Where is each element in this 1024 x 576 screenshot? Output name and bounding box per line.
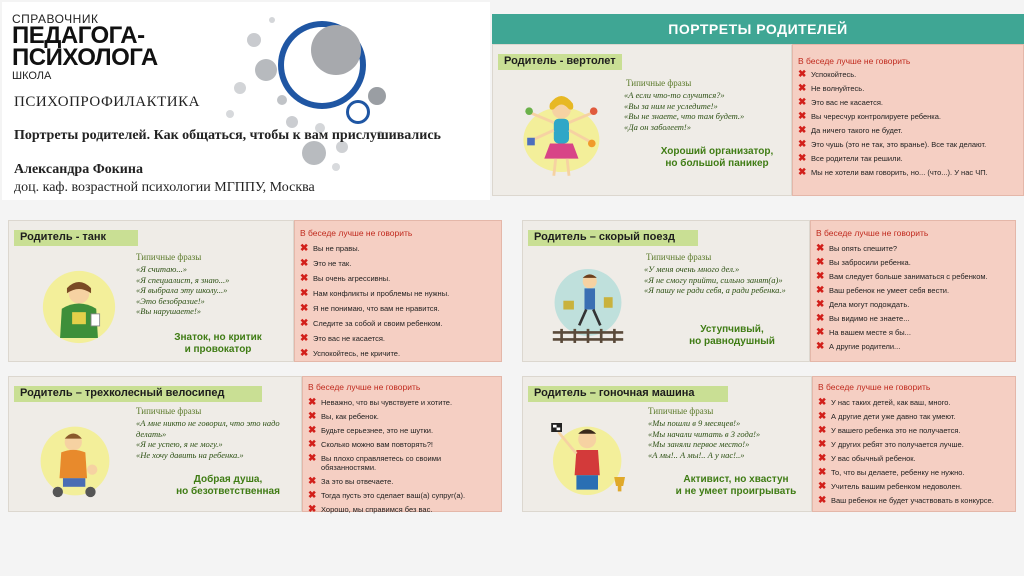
card-title: Родитель – гоночная машина <box>528 386 728 402</box>
phrase-item: «Я не успею, я не могу.» <box>136 439 223 449</box>
avoid-item: ✖ У нас таких детей, как ваш, много. <box>818 397 951 408</box>
card-summary <box>148 332 288 356</box>
summary-line-2: и провокатор <box>184 344 252 355</box>
avoid-item: ✖ У вашего ребенка это не получается. <box>818 425 961 436</box>
cross-icon: ✖ <box>816 313 825 324</box>
cross-icon: ✖ <box>300 243 309 254</box>
cross-icon: ✖ <box>818 425 827 436</box>
article-topic: Портреты родителей. Как общаться, чтобы к вам прислушивались <box>14 128 441 143</box>
author-name: Александра Фокина <box>14 162 143 177</box>
avoid-item: ✖ Нам конфликты и проблемы не нужны. <box>300 288 450 299</box>
avoid-list <box>818 398 1012 505</box>
cross-icon: ✖ <box>308 439 317 450</box>
avoid-item: ✖ У вас обычный ребенок. <box>818 453 916 464</box>
cross-icon: ✖ <box>818 397 827 408</box>
phrase-item: «Это безобразие!» <box>136 295 205 306</box>
avoid-item: ✖ Вы чересчур контролируете ребенка. <box>798 111 942 122</box>
avoid-item: ✖ Мы не хотели вам говорить, но... (что...). У нас ЧП. <box>798 167 988 178</box>
cross-icon: ✖ <box>816 285 825 296</box>
avoid-item: ✖ Хорошо, мы справимся без вас. <box>308 504 433 515</box>
avoid-item: ✖ Учитель вашим ребенком недоволен. <box>818 481 962 492</box>
brand-line-2: ПСИХОЛОГА <box>12 44 158 71</box>
phrase-item: «У меня очень много дел.» <box>644 264 740 274</box>
avoid-item: ✖ А другие родители... <box>816 341 901 352</box>
avoid-item: ✖ А другие дети уже давно так умеют. <box>818 411 956 422</box>
avoid-item: ✖ Будьте серьезнее, это не шутки. <box>308 425 434 436</box>
summary-line-2: но безответственная <box>176 486 280 497</box>
avoid-list <box>300 244 498 358</box>
cross-icon: ✖ <box>818 411 827 422</box>
phrase-item: «Вы не знаете, что там будет.» <box>624 111 745 121</box>
cross-icon: ✖ <box>798 153 807 164</box>
cross-icon: ✖ <box>308 397 317 408</box>
avoid-item: ✖ Вы опять спешите? <box>816 243 898 254</box>
card-title: Родитель - танк <box>14 230 138 246</box>
avoid-item: ✖ Вы забросили ребенка. <box>816 257 911 268</box>
cross-icon: ✖ <box>818 467 827 478</box>
brand-line-1: ПЕДАГОГА- <box>12 22 145 49</box>
typical-phrases-label: Типичные фразы <box>648 406 714 416</box>
card-summary <box>662 474 810 498</box>
phrase-item: «А мы!.. А мы!.. А у нас!..» <box>648 449 745 460</box>
phrase-item: «Я считаю...» <box>136 264 188 274</box>
cross-icon: ✖ <box>308 411 317 422</box>
cross-icon: ✖ <box>308 453 317 464</box>
avoid-item: ✖ Это вас не касается. <box>798 97 884 108</box>
avoid-list <box>308 398 498 514</box>
bubbles-decoration-icon <box>212 10 392 140</box>
cross-icon: ✖ <box>816 299 825 310</box>
brand-top: СПРАВОЧНИК <box>12 12 99 26</box>
summary-line-2: но равнодушный <box>689 336 775 347</box>
avoid-item: ✖ Ваш ребенок не умеет себя вести. <box>816 285 950 296</box>
racing-car-parent-illustration-icon <box>544 412 634 506</box>
avoid-item: ✖ У других ребят это получается лучше. <box>818 439 964 450</box>
avoid-item: ✖ Успокойтесь. <box>798 69 857 80</box>
fast-train-parent-illustration-icon <box>544 260 632 352</box>
card-tank <box>8 220 502 362</box>
card-tricycle <box>8 376 502 515</box>
card-summary <box>158 474 298 498</box>
cross-icon: ✖ <box>308 425 317 436</box>
summary-line-1: Активист, но хвастун <box>683 474 789 485</box>
avoid-item: ✖ Все родители так решили. <box>798 153 903 164</box>
typical-phrases <box>648 418 808 460</box>
cross-icon: ✖ <box>798 125 807 136</box>
cross-icon: ✖ <box>300 303 309 314</box>
phrase-item: «Я выбрала эту школу...» <box>136 285 228 295</box>
avoid-item: ✖ Вы очень агрессивны. <box>300 273 391 284</box>
avoid-title: В беседе лучше не говорить <box>308 382 421 392</box>
summary-line-2: но большой паникер <box>665 158 769 169</box>
cross-icon: ✖ <box>308 490 317 501</box>
summary-line-1: Знаток, но критик <box>174 332 262 343</box>
avoid-item: ✖ Вы плохо справляетесь со своими обязанностями. <box>308 453 442 472</box>
cross-icon: ✖ <box>300 318 309 329</box>
avoid-item: ✖ Не волнуйтесь. <box>798 83 865 94</box>
brand-school: ШКОЛА <box>12 70 52 82</box>
typical-phrases-label: Типичные фразы <box>136 252 202 262</box>
typical-phrases-label: Типичные фразы <box>646 252 712 262</box>
avoid-title: В беседе лучше не говорить <box>818 382 931 392</box>
cross-icon: ✖ <box>798 139 807 150</box>
phrase-item: «Мы пошли в 9 месяцев!» <box>648 418 741 428</box>
cross-icon: ✖ <box>818 439 827 450</box>
avoid-title: В беседе лучше не говорить <box>816 228 929 238</box>
cross-icon: ✖ <box>818 495 827 506</box>
avoid-item: ✖ Я не понимаю, что вам не нравится. <box>300 303 440 314</box>
cross-icon: ✖ <box>798 167 807 178</box>
cross-icon: ✖ <box>300 258 309 269</box>
phrase-item: «А мне никто не говорил, что это надо делать» <box>136 418 280 439</box>
phrase-item: «Да он заболеет!» <box>624 121 691 132</box>
card-fast-train <box>522 220 1016 362</box>
cross-icon: ✖ <box>798 97 807 108</box>
cross-icon: ✖ <box>818 453 827 464</box>
cross-icon: ✖ <box>816 243 825 254</box>
avoid-item: ✖ Вам следует больше заниматься с ребенком. <box>816 271 988 282</box>
avoid-item: ✖ То, что вы делаете, ребенку не нужно. <box>818 467 965 478</box>
avoid-title: В беседе лучше не говорить <box>798 56 911 66</box>
section-title: ПСИХОПРОФИЛАКТИКА <box>14 94 200 110</box>
avoid-item: ✖ Успокойтесь, не кричите. <box>300 348 401 359</box>
card-title: Родитель – скорый поезд <box>528 230 698 246</box>
avoid-item: ✖ Это чушь (это не так, это вранье). Все так делают. <box>798 139 987 150</box>
summary-line-1: Хороший организатор, <box>660 146 774 157</box>
cross-icon: ✖ <box>798 69 807 80</box>
phrase-item: «Не хочу давить на ребенка.» <box>136 449 244 460</box>
tank-parent-illustration-icon <box>36 264 122 350</box>
typical-phrases-label: Типичные фразы <box>626 78 692 88</box>
cross-icon: ✖ <box>816 257 825 268</box>
summary-line-1: Уступчивый, <box>700 324 764 335</box>
card-racing-car <box>522 376 1016 512</box>
phrase-item: «Я пашу не ради себя, а ради ребенка.» <box>644 285 786 295</box>
avoid-item: ✖ Тогда пусть это сделает ваш(а) супруг(а). <box>308 490 466 501</box>
avoid-item: ✖ Дела могут подождать. <box>816 299 910 310</box>
typical-phrases-label: Типичные фразы <box>136 406 202 416</box>
avoid-list <box>816 244 1012 351</box>
avoid-item: ✖ Это не так. <box>300 258 352 269</box>
cross-icon: ✖ <box>798 83 807 94</box>
cross-icon: ✖ <box>818 481 827 492</box>
avoid-item: ✖ Вы, как ребенок. <box>308 411 379 422</box>
summary-line-1: Добрая душа, <box>193 474 263 485</box>
card-summary <box>642 146 792 170</box>
phrase-item: «Мы начали читать в 3 года!» <box>648 428 761 439</box>
avoid-item: ✖ Ваш ребенок не будет участвовать в конкурсе. <box>818 495 994 506</box>
avoid-item: ✖ За это вы отвечаете. <box>308 476 394 487</box>
typical-phrases <box>136 264 292 317</box>
cross-icon: ✖ <box>300 348 309 359</box>
phrase-item: «А если что-то случится?» <box>624 90 725 100</box>
cross-icon: ✖ <box>798 111 807 122</box>
avoid-item: ✖ Сколько можно вам повторять?! <box>308 439 433 450</box>
phrase-item: «Я специалист, я знаю...» <box>136 274 230 285</box>
cross-icon: ✖ <box>816 327 825 338</box>
portraits-banner: ПОРТРЕТЫ РОДИТЕЛЕЙ <box>492 14 1024 44</box>
cross-icon: ✖ <box>816 271 825 282</box>
avoid-item: ✖ Вы не правы. <box>300 243 360 254</box>
phrase-item: «Я не смогу прийти, сильно занят(а)» <box>644 274 783 285</box>
typical-phrases <box>644 264 806 296</box>
cross-icon: ✖ <box>308 476 317 487</box>
avoid-title: В беседе лучше не говорить <box>300 228 413 238</box>
cross-icon: ✖ <box>300 273 309 284</box>
avoid-item: ✖ Да ничего такого не будет. <box>798 125 903 136</box>
phrase-item: «Мы заняли первое место!» <box>648 439 750 449</box>
cross-icon: ✖ <box>300 288 309 299</box>
phrase-item: «Вы за ним не уследите!» <box>624 100 718 111</box>
phrase-item: «Вы нарушаете!» <box>136 306 202 316</box>
cross-icon: ✖ <box>308 504 317 515</box>
typical-phrases <box>136 418 296 460</box>
cross-icon: ✖ <box>816 341 825 352</box>
author-affiliation: доц. каф. возрастной психологии МГППУ, Москва <box>14 180 315 195</box>
card-summary <box>662 324 802 348</box>
summary-line-2: и не умеет проигрывать <box>675 486 797 497</box>
typical-phrases <box>624 90 789 132</box>
helicopter-parent-illustration-icon <box>512 78 607 188</box>
avoid-list <box>798 70 1020 177</box>
cross-icon: ✖ <box>300 333 309 344</box>
tricycle-parent-illustration-icon <box>32 416 118 506</box>
avoid-item: ✖ Вы видимо не знаете... <box>816 313 910 324</box>
avoid-item: ✖ Это вас не касается. <box>300 333 386 344</box>
card-title: Родитель - вертолет <box>498 54 622 70</box>
card-title: Родитель – трехколесный велосипед <box>14 386 262 402</box>
avoid-item: ✖ Следите за собой и своим ребенком. <box>300 318 443 329</box>
avoid-item: ✖ Неважно, что вы чувствуете и хотите. <box>308 397 453 408</box>
avoid-item: ✖ На вашем месте я бы... <box>816 327 911 338</box>
card-helicopter <box>492 44 1024 196</box>
header-block <box>2 2 490 200</box>
